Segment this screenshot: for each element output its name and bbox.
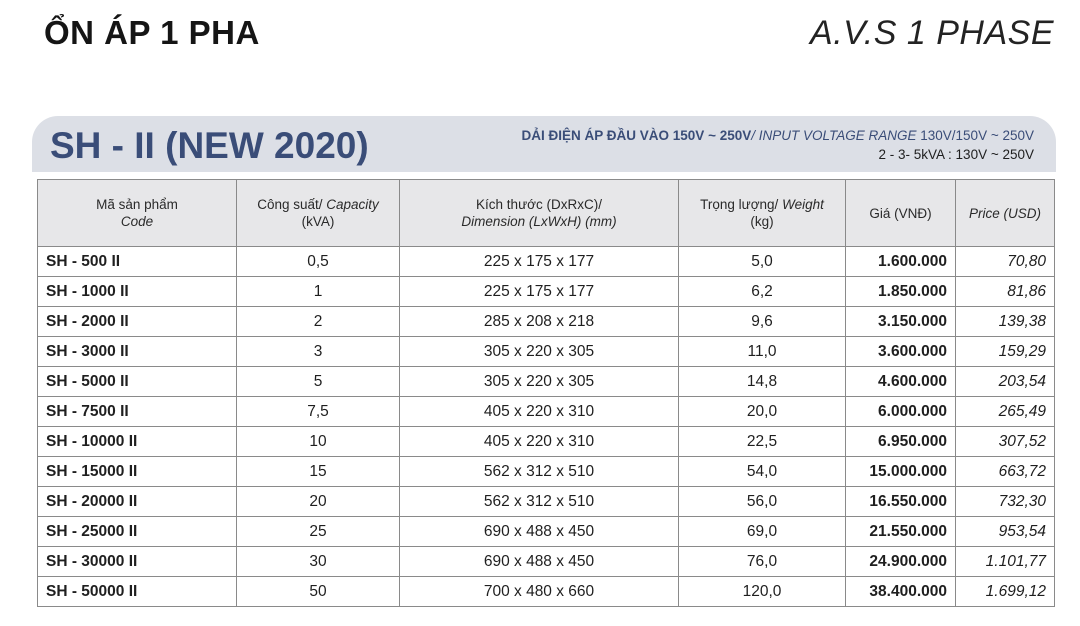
cell-weight: 69,0 [679,517,846,547]
cell-price-vnd: 15.000.000 [846,457,956,487]
cell-price-vnd: 6.950.000 [846,427,956,457]
cell-price-vnd: 3.150.000 [846,307,956,337]
cell-price-vnd: 16.550.000 [846,487,956,517]
cell-capacity: 5 [237,367,400,397]
cell-dimension: 225 x 175 x 177 [400,277,679,307]
header-dimension-vi: Kích thước (DxRxC)/ [476,197,602,212]
input-range-label-en: / INPUT VOLTAGE RANGE [751,128,917,143]
header-price-vnd: Giá (VNĐ) [846,180,956,247]
cell-weight: 56,0 [679,487,846,517]
cell-capacity: 0,5 [237,247,400,277]
header-code-vi: Mã sản phẩm [96,197,178,212]
table-row [38,367,1055,397]
header-weight-vi: Trọng lượng/ [700,197,779,212]
cell-code: SH - 10000 II [38,427,237,457]
input-range [522,128,1034,143]
cell-capacity: 1 [237,277,400,307]
cell-code: SH - 30000 II [38,547,237,577]
cell-price-usd: 159,29 [956,337,1055,367]
cell-price-usd: 70,80 [956,247,1055,277]
table-row [38,487,1055,517]
cell-price-usd: 1.101,77 [956,547,1055,577]
table-row [38,277,1055,307]
table-row [38,547,1055,577]
table-header-row [38,180,1055,247]
cell-code: SH - 15000 II [38,457,237,487]
model-title: SH - II (NEW 2020) [50,125,369,166]
cell-price-usd: 307,52 [956,427,1055,457]
price-table [37,179,1055,607]
cell-capacity: 20 [237,487,400,517]
cell-capacity: 30 [237,547,400,577]
cell-dimension: 285 x 208 x 218 [400,307,679,337]
cell-price-vnd: 1.850.000 [846,277,956,307]
header-capacity-vi: Công suất/ [257,197,323,212]
table-row [38,577,1055,607]
cell-code: SH - 2000 II [38,307,237,337]
cell-weight: 54,0 [679,457,846,487]
cell-price-usd: 663,72 [956,457,1055,487]
input-range-note: 2 - 3- 5kVA : 130V ~ 250V [878,147,1034,162]
cell-dimension: 700 x 480 x 660 [400,577,679,607]
cell-price-vnd: 3.600.000 [846,337,956,367]
cell-capacity: 25 [237,517,400,547]
header-price-usd: Price (USD) [956,180,1055,247]
cell-weight: 22,5 [679,427,846,457]
cell-dimension: 225 x 175 x 177 [400,247,679,277]
cell-code: SH - 7500 II [38,397,237,427]
table-row [38,427,1055,457]
cell-price-vnd: 21.550.000 [846,517,956,547]
cell-price-usd: 732,30 [956,487,1055,517]
header-weight-unit: (kg) [750,214,774,229]
cell-price-usd: 203,54 [956,367,1055,397]
cell-dimension: 690 x 488 x 450 [400,517,679,547]
header-dimension-en: Dimension (LxWxH) (mm) [461,214,617,229]
header-code-en: Code [120,214,154,229]
cell-weight: 6,2 [679,277,846,307]
cell-capacity: 7,5 [237,397,400,427]
cell-dimension: 305 x 220 x 305 [400,337,679,367]
cell-dimension: 562 x 312 x 510 [400,457,679,487]
cell-dimension: 305 x 220 x 305 [400,367,679,397]
cell-code: SH - 50000 II [38,577,237,607]
cell-weight: 14,8 [679,367,846,397]
cell-weight: 120,0 [679,577,846,607]
cell-weight: 9,6 [679,307,846,337]
header-capacity-en: Capacity [322,197,379,212]
cell-capacity: 2 [237,307,400,337]
cell-price-usd: 139,38 [956,307,1055,337]
title-vi: ỔN ÁP 1 PHA [44,14,260,51]
cell-capacity: 3 [237,337,400,367]
cell-price-usd: 953,54 [956,517,1055,547]
cell-dimension: 405 x 220 x 310 [400,397,679,427]
table-row [38,517,1055,547]
cell-price-vnd: 4.600.000 [846,367,956,397]
header-code [38,180,237,247]
cell-code: SH - 1000 II [38,277,237,307]
cell-weight: 20,0 [679,397,846,427]
cell-price-vnd: 1.600.000 [846,247,956,277]
table-row [38,337,1055,367]
cell-code: SH - 500 II [38,247,237,277]
cell-capacity: 50 [237,577,400,607]
cell-weight: 5,0 [679,247,846,277]
cell-price-usd: 81,86 [956,277,1055,307]
header-capacity-unit: (kVA) [301,214,335,229]
cell-capacity: 15 [237,457,400,487]
cell-code: SH - 25000 II [38,517,237,547]
cell-code: SH - 3000 II [38,337,237,367]
cell-price-vnd: 38.400.000 [846,577,956,607]
table-row [38,307,1055,337]
title-en: A.V.S 1 PHASE [810,14,1054,52]
table-row [38,457,1055,487]
cell-price-vnd: 6.000.000 [846,397,956,427]
input-range-values: 130V/150V ~ 250V [916,128,1034,143]
header-weight [679,180,846,247]
cell-price-vnd: 24.900.000 [846,547,956,577]
input-range-label: DẢI ĐIỆN ÁP ĐẦU VÀO 150V ~ 250V [521,128,752,143]
cell-dimension: 405 x 220 x 310 [400,427,679,457]
cell-price-usd: 265,49 [956,397,1055,427]
cell-capacity: 10 [237,427,400,457]
cell-weight: 11,0 [679,337,846,367]
cell-price-usd: 1.699,12 [956,577,1055,607]
header-weight-en: Weight [778,197,824,212]
cell-weight: 76,0 [679,547,846,577]
table-row [38,397,1055,427]
cell-dimension: 562 x 312 x 510 [400,487,679,517]
cell-code: SH - 5000 II [38,367,237,397]
header-capacity [237,180,400,247]
cell-code: SH - 20000 II [38,487,237,517]
table-row [38,247,1055,277]
cell-dimension: 690 x 488 x 450 [400,547,679,577]
header-dimension [400,180,679,247]
